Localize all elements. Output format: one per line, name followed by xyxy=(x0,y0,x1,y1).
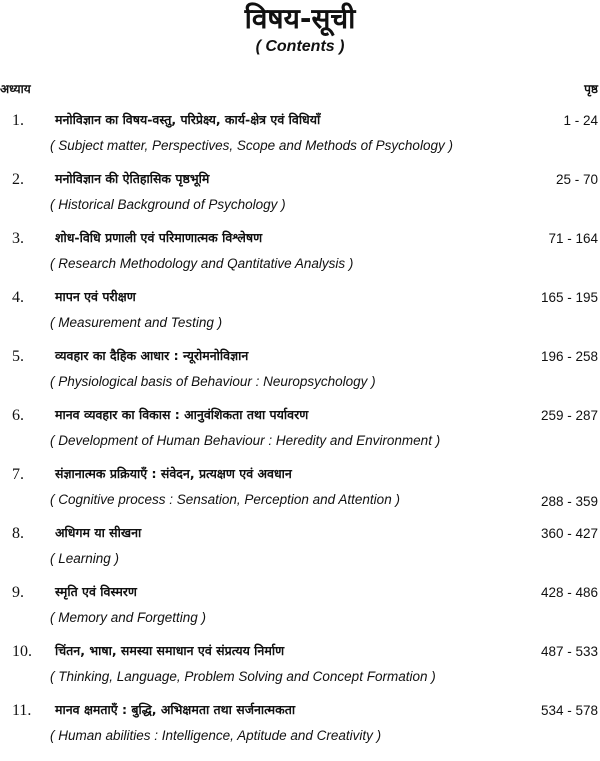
entry-hindi-title: अधिगम या सीखना xyxy=(55,525,142,540)
entry-english-title: ( Memory and Forgetting ) xyxy=(50,610,207,625)
entry-number: 10. xyxy=(12,643,32,660)
entry-number: 4. xyxy=(12,289,24,306)
entry-pages: 428 - 486 xyxy=(540,585,598,600)
contents-entry xyxy=(0,700,600,759)
entry-hindi-title: चिंतन, भाषा, समस्या समाधान एवं संप्रत्यय निर्माण xyxy=(55,643,285,658)
entry-pages: 360 - 427 xyxy=(540,526,598,541)
entry-english-title: ( Learning ) xyxy=(50,551,120,566)
entry-english-title: ( Measurement and Testing ) xyxy=(50,315,223,330)
contents-entry xyxy=(0,228,600,287)
contents-entry xyxy=(0,641,600,700)
page-title: विषय-सूची xyxy=(244,2,356,35)
entry-pages: 25 - 70 xyxy=(555,172,598,187)
entry-hindi-title: स्मृति एवं विस्मरण xyxy=(55,584,137,599)
contents-list xyxy=(0,110,600,759)
entry-hindi-title: संज्ञानात्मक प्रक्रियाएँ : संवेदन, प्रत्यक्षण एवं अवधान xyxy=(55,466,292,481)
entry-english-title: ( Historical Background of Psychology ) xyxy=(50,197,286,212)
entry-number: 11. xyxy=(12,702,32,719)
chapter-column-heading: अध्याय xyxy=(0,82,31,96)
entry-english-title: ( Development of Human Behaviour : Heredity and Environment ) xyxy=(50,433,441,448)
entry-pages: 196 - 258 xyxy=(540,349,598,364)
page-column-heading: पृष्ठ xyxy=(584,82,598,96)
contents-entry xyxy=(0,582,600,641)
entry-english-title: ( Thinking, Language, Problem Solving and Concept Formation ) xyxy=(50,669,436,684)
entry-number: 7. xyxy=(12,466,24,483)
contents-entry xyxy=(0,169,600,228)
entry-number: 2. xyxy=(12,171,24,188)
entry-hindi-title: मानव क्षमताएँ : बुद्धि, अभिक्षमता तथा सर्जनात्मकता xyxy=(55,702,296,717)
entry-hindi-title: मापन एवं परीक्षण xyxy=(55,289,136,304)
entry-hindi-title: शोध-विधि प्रणाली एवं परिमाणात्मक विश्लेषण xyxy=(55,230,263,245)
entry-pages: 487 - 533 xyxy=(540,644,598,659)
entry-english-title: ( Human abilities : Intelligence, Aptitude and Creativity ) xyxy=(50,728,382,743)
page-subtitle: ( Contents ) xyxy=(255,38,345,55)
contents-entry xyxy=(0,464,600,523)
entry-pages: 71 - 164 xyxy=(548,231,598,246)
entry-number: 6. xyxy=(12,407,24,424)
contents-entry xyxy=(0,405,600,464)
entry-pages: 288 - 359 xyxy=(540,494,598,509)
entry-hindi-title: व्यवहार का दैहिक आधार : न्यूरोमनोविज्ञान xyxy=(55,348,249,363)
contents-entry xyxy=(0,287,600,346)
contents-entry xyxy=(0,346,600,405)
entry-number: 8. xyxy=(12,525,24,542)
entry-pages: 1 - 24 xyxy=(563,113,598,128)
entry-hindi-title: मनोविज्ञान का विषय-वस्तु, परिप्रेक्ष्य, कार्य-क्षेत्र एवं विधियाँ xyxy=(55,112,321,127)
entry-pages: 259 - 287 xyxy=(540,408,598,423)
entry-english-title: ( Cognitive process : Sensation, Perception and Attention ) xyxy=(50,492,400,507)
entry-pages: 165 - 195 xyxy=(540,290,598,305)
entry-number: 5. xyxy=(12,348,24,365)
entry-number: 1. xyxy=(12,112,24,129)
entry-hindi-title: मनोविज्ञान की ऐतिहासिक पृष्ठभूमि xyxy=(55,171,210,186)
entry-pages: 534 - 578 xyxy=(540,703,598,718)
entry-hindi-title: मानव व्यवहार का विकास : आनुवंशिकता तथा पर्यावरण xyxy=(55,407,309,422)
contents-entry xyxy=(0,523,600,582)
entry-english-title: ( Physiological basis of Behaviour : Neuropsychology ) xyxy=(50,374,376,389)
entry-english-title: ( Subject matter, Perspectives, Scope and Methods of Psychology ) xyxy=(50,138,453,153)
contents-entry xyxy=(0,110,600,169)
entry-number: 9. xyxy=(12,584,24,601)
entry-number: 3. xyxy=(12,230,24,247)
entry-english-title: ( Research Methodology and Qantitative Analysis ) xyxy=(50,256,354,271)
